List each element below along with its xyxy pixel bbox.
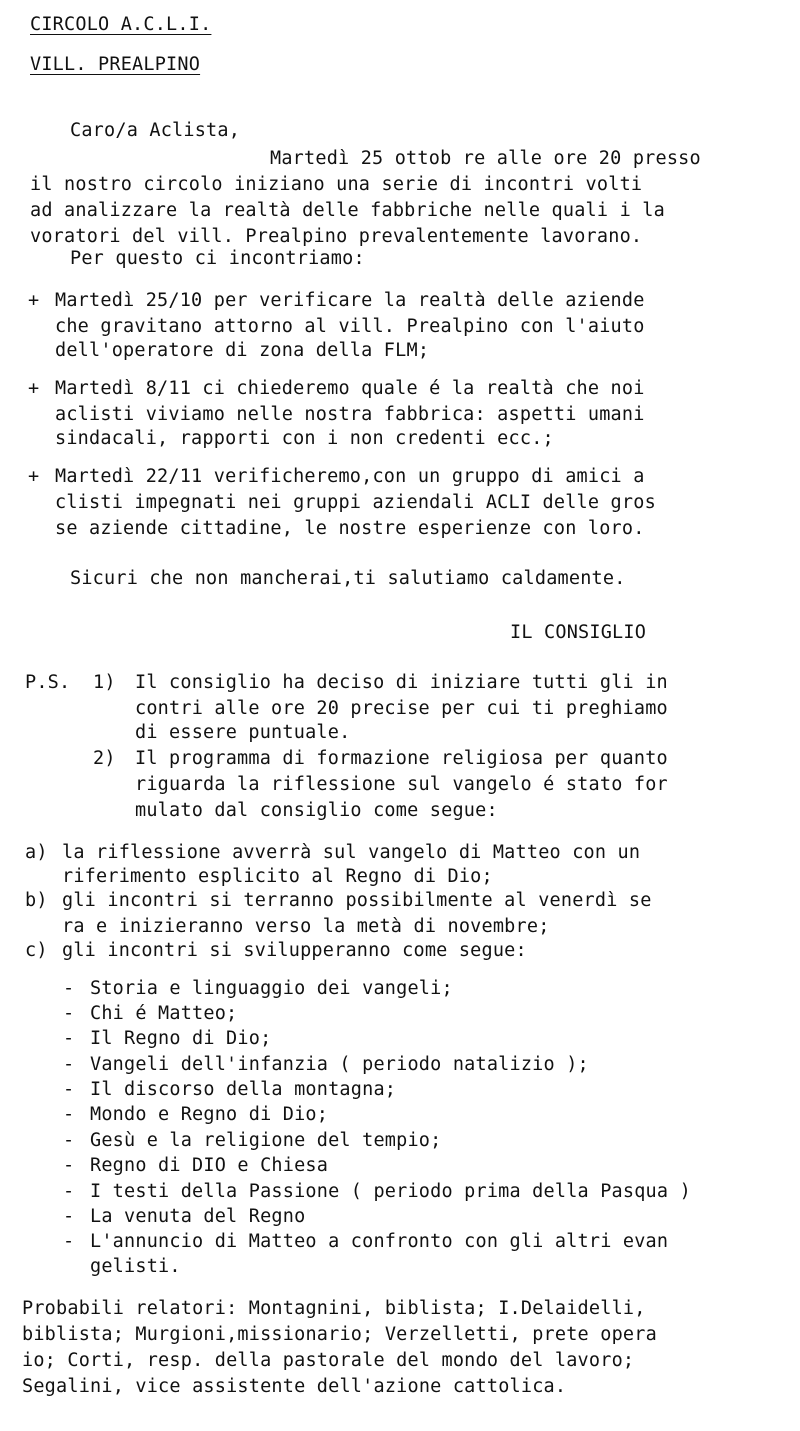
- topic-dash: -: [63, 1003, 75, 1024]
- item-a-letter: a): [25, 842, 48, 863]
- meeting-3-bullet: +: [28, 466, 40, 487]
- topic-dash: -: [63, 1181, 75, 1202]
- topic-item: Chi é Matteo;: [90, 1003, 238, 1024]
- meeting-1-line-1: Martedì 25/10 per verificare la realtà delle aziende: [55, 290, 645, 311]
- topic-item-continuation: gelisti.: [90, 1256, 181, 1277]
- ps-label: P.S.: [25, 672, 71, 693]
- meeting-2-line-1: Martedì 8/11 ci chiederemo quale é la realtà che noi: [55, 378, 645, 399]
- meeting-2-bullet: +: [28, 378, 40, 399]
- topic-item: Mondo e Regno di Dio;: [90, 1104, 329, 1125]
- meeting-1-line-3: dell'operatore di zona della FLM;: [55, 340, 430, 361]
- ps-point-1-line-2: contri alle ore 20 precise per cui ti preghiamo: [135, 698, 668, 719]
- ps-point-1-line-1: Il consiglio ha deciso di iniziare tutti gli in: [135, 672, 668, 693]
- topic-item: Storia e linguaggio dei vangeli;: [90, 978, 453, 999]
- signature: IL CONSIGLIO: [510, 622, 647, 643]
- intro-line-4: voratori del vill. Prealpino prevalentemente lavorano.: [30, 226, 643, 247]
- topic-dash: -: [63, 1054, 75, 1075]
- item-a-line-2: riferimento esplicito al Regno di Dio;: [62, 866, 493, 887]
- item-b-letter: b): [25, 890, 48, 911]
- speakers-line-1: Probabili relatori: Montagnini, biblista; I.Delaidelli,: [22, 1298, 646, 1319]
- speakers-line-4: Segalini, vice assistente dell'azione cattolica.: [22, 1376, 567, 1397]
- item-b-line-1: gli incontri si terranno possibilmente al venerdì se: [62, 890, 652, 911]
- item-a-line-1: la riflessione avverrà sul vangelo di Matteo con un: [62, 842, 641, 863]
- ps-point-2-line-2: riguarda la riflessione sul vangelo é stato for: [135, 774, 668, 795]
- topic-dash: -: [63, 1104, 75, 1125]
- ps-point-1-line-3: di essere puntuale.: [135, 722, 351, 743]
- header-circolo: CIRCOLO A.C.L.I.: [30, 14, 212, 35]
- topic-item: Regno di DIO e Chiesa: [90, 1155, 329, 1176]
- meeting-2-line-2: aclisti viviamo nelle nostra fabbrica: aspetti umani: [55, 404, 645, 425]
- intro-line-3: ad analizzare la realtà delle fabbriche nelle quali i la: [30, 200, 665, 221]
- topic-dash: -: [63, 1130, 75, 1151]
- greeting: Caro/a Aclista,: [70, 120, 241, 141]
- topic-item: Vangeli dell'infanzia ( periodo natalizio );: [90, 1054, 589, 1075]
- ps-point-2-line-3: mulato dal consiglio come segue:: [135, 800, 498, 821]
- ps-point-1-num: 1): [93, 672, 116, 693]
- topic-dash: -: [63, 1231, 75, 1252]
- topic-dash: -: [63, 1155, 75, 1176]
- topic-item: La venuta del Regno: [90, 1206, 306, 1227]
- topic-item: I testi della Passione ( periodo prima della Pasqua ): [90, 1181, 691, 1202]
- topic-item: Gesù e la religione del tempio;: [90, 1130, 442, 1151]
- item-c-letter: c): [25, 940, 48, 961]
- topic-item: L'annuncio di Matteo a confronto con gli altri evan: [90, 1231, 669, 1252]
- closing-line: Sicuri che non mancherai,ti salutiamo caldamente.: [70, 568, 626, 589]
- meeting-1-bullet: +: [28, 290, 40, 311]
- item-c-line-1: gli incontri si svilupperanno come segue:: [62, 940, 527, 961]
- meeting-3-line-1: Martedì 22/11 verificheremo,con un gruppo di amici a: [55, 466, 645, 487]
- intro-line-1: Martedì 25 ottob re alle ore 20 presso: [270, 148, 701, 169]
- meeting-1-line-2: che gravitano attorno al vill. Prealpino con l'aiuto: [55, 316, 645, 337]
- ps-point-2-line-1: Il programma di formazione religiosa per quanto: [135, 748, 668, 769]
- item-b-line-2: ra e inizieranno verso la metà di novembre;: [62, 916, 550, 937]
- topic-item: Il discorso della montagna;: [90, 1079, 397, 1100]
- meeting-3-line-3: se aziende cittadine, le nostre esperienze con loro.: [55, 518, 645, 539]
- header-village: VILL. PREALPINO: [30, 54, 201, 75]
- meeting-3-line-2: clisti impegnati nei gruppi aziendali ACLI delle gros: [55, 492, 656, 513]
- intro-line-2: il nostro circolo iniziano una serie di incontri volti: [30, 174, 643, 195]
- topic-dash: -: [63, 1206, 75, 1227]
- speakers-line-2: biblista; Murgioni,missionario; Verzelletti, prete opera: [22, 1324, 657, 1345]
- topic-item: Il Regno di Dio;: [90, 1028, 272, 1049]
- ps-point-2-num: 2): [93, 748, 116, 769]
- topic-dash: -: [63, 978, 75, 999]
- meeting-2-line-3: sindacali, rapporti con i non credenti ecc.;: [55, 428, 554, 449]
- topic-dash: -: [63, 1028, 75, 1049]
- intro-line-5: Per questo ci incontriamo:: [70, 248, 365, 269]
- speakers-line-3: io; Corti, resp. della pastorale del mondo del lavoro;: [22, 1350, 635, 1371]
- topic-dash: -: [63, 1079, 75, 1100]
